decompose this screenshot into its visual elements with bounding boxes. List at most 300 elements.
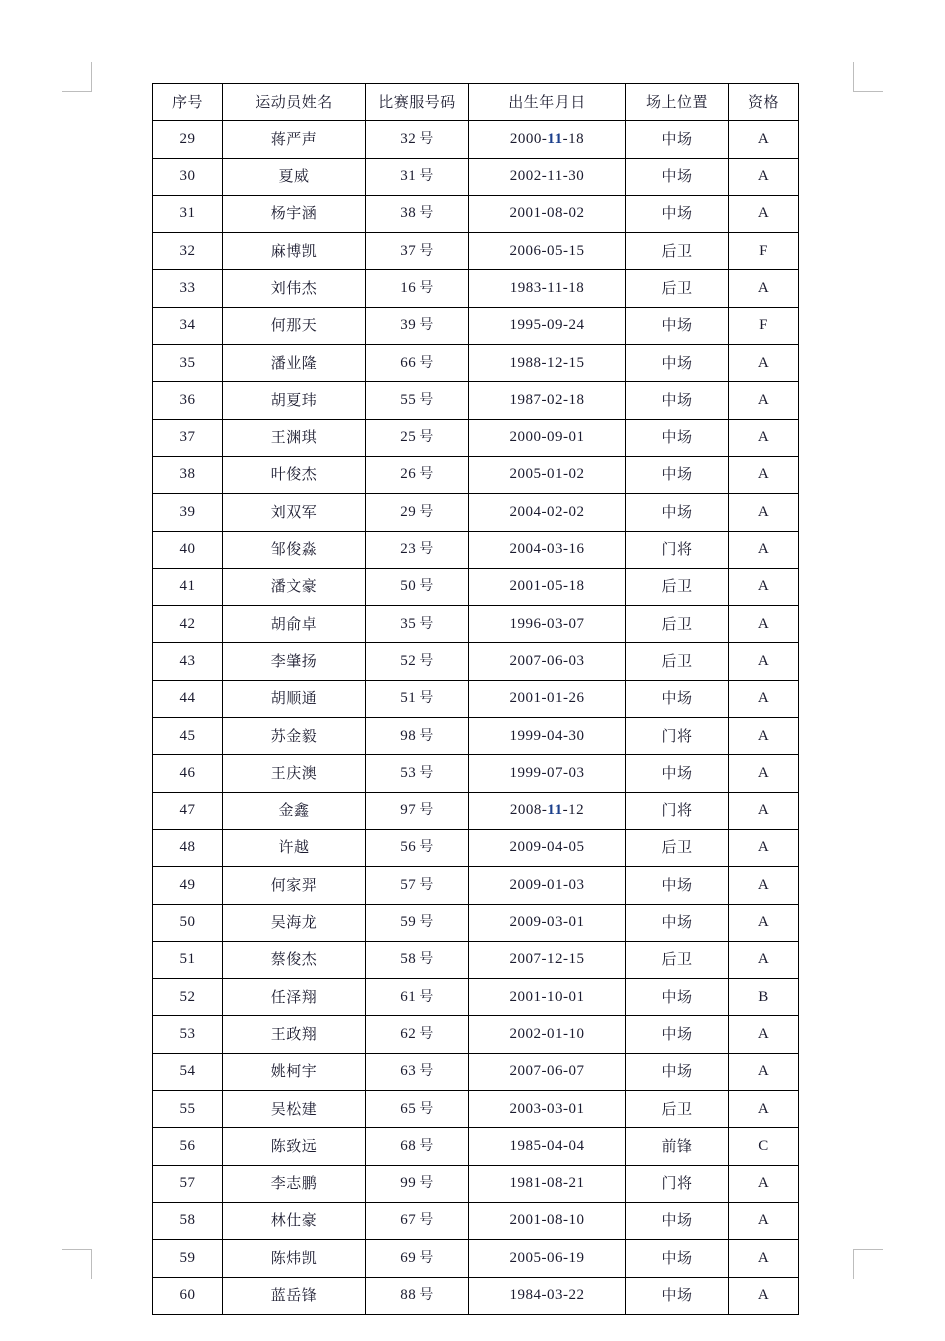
cell-jersey-number (366, 867, 469, 904)
jersey-number-unit: 号 (419, 317, 434, 334)
table-row (153, 867, 799, 904)
table-row (153, 1128, 799, 1165)
dob-prefix: 2008- (509, 802, 548, 819)
cell-qualification: C (729, 1128, 799, 1165)
table-row (153, 792, 799, 829)
dob-highlighted-segment: 11 (547, 130, 563, 147)
cell-jersey-number (366, 1053, 469, 1090)
cell-qualification: A (729, 1240, 799, 1277)
cell-field-position: 中场 (626, 1053, 729, 1090)
cell-athlete-name: 李肇扬 (223, 643, 366, 680)
cell-date-of-birth: 1984-03-22 (469, 1277, 626, 1314)
jersey-number-value: 55 (400, 391, 417, 408)
cell-date-of-birth: 2004-02-02 (469, 494, 626, 531)
dob-prefix: 2000- (509, 130, 548, 147)
jersey-number-unit: 号 (419, 391, 434, 408)
crop-mark-top-right (853, 62, 883, 92)
jersey-number-value: 35 (400, 615, 417, 632)
jersey-number-value: 56 (400, 839, 417, 856)
cell-date-of-birth: 2005-06-19 (469, 1240, 626, 1277)
jersey-number-value: 50 (400, 578, 417, 595)
cell-qualification: A (729, 382, 799, 419)
table-row (153, 829, 799, 866)
cell-jersey-number (366, 121, 469, 158)
jersey-number-unit: 号 (419, 1212, 434, 1229)
cell-jersey-number (366, 1277, 469, 1314)
table-row (153, 568, 799, 605)
cell-athlete-name: 姚柯宇 (223, 1053, 366, 1090)
jersey-number-value: 52 (400, 652, 417, 669)
jersey-number-value: 62 (400, 1025, 417, 1042)
table-row (153, 1240, 799, 1277)
cell-field-position: 门将 (626, 531, 729, 568)
jersey-number-value: 68 (400, 1137, 417, 1154)
cell-athlete-name: 蓝岳锋 (223, 1277, 366, 1314)
cell-qualification: A (729, 606, 799, 643)
cell-field-position: 中场 (626, 680, 729, 717)
cell-jersey-number (366, 1016, 469, 1053)
table-row (153, 531, 799, 568)
cell-field-position: 后卫 (626, 270, 729, 307)
jersey-number-value: 57 (400, 876, 417, 893)
cell-index: 55 (153, 1091, 223, 1128)
table-row (153, 1202, 799, 1239)
cell-field-position: 后卫 (626, 233, 729, 270)
cell-index: 59 (153, 1240, 223, 1277)
cell-jersey-number (366, 755, 469, 792)
cell-index: 32 (153, 233, 223, 270)
cell-jersey-number (366, 792, 469, 829)
cell-field-position: 前锋 (626, 1128, 729, 1165)
cell-qualification: A (729, 1016, 799, 1053)
cell-index: 50 (153, 904, 223, 941)
cell-jersey-number (366, 718, 469, 755)
table-row (153, 121, 799, 158)
table-row (153, 1016, 799, 1053)
cell-athlete-name: 吴海龙 (223, 904, 366, 941)
jersey-number-value: 39 (400, 317, 417, 334)
jersey-number-unit: 号 (419, 354, 434, 371)
jersey-number-value: 97 (400, 802, 417, 819)
jersey-number-value: 25 (400, 429, 417, 446)
cell-athlete-name: 林仕豪 (223, 1202, 366, 1239)
cell-date-of-birth: 1996-03-07 (469, 606, 626, 643)
cell-athlete-name: 叶俊杰 (223, 456, 366, 493)
jersey-number-value: 67 (400, 1212, 417, 1229)
jersey-number-unit: 号 (419, 1025, 434, 1042)
cell-qualification: A (729, 195, 799, 232)
dob-suffix: -12 (562, 802, 585, 819)
cell-field-position: 中场 (626, 904, 729, 941)
cell-date-of-birth (469, 121, 626, 158)
jersey-number-unit: 号 (419, 1249, 434, 1266)
cell-qualification: A (729, 792, 799, 829)
document-sheet (152, 83, 798, 1315)
jersey-number-value: 88 (400, 1287, 417, 1304)
cell-date-of-birth: 2001-01-26 (469, 680, 626, 717)
cell-date-of-birth: 2002-11-30 (469, 158, 626, 195)
dob-highlighted-segment: 11 (547, 802, 563, 819)
crop-mark-bottom-right (853, 1249, 883, 1279)
cell-index: 56 (153, 1128, 223, 1165)
jersey-number-value: 59 (400, 914, 417, 931)
cell-index: 31 (153, 195, 223, 232)
jersey-number-unit: 号 (419, 205, 434, 222)
jersey-number-unit: 号 (419, 1100, 434, 1117)
cell-qualification: A (729, 1091, 799, 1128)
table-row (153, 904, 799, 941)
table-row (153, 606, 799, 643)
cell-jersey-number (366, 829, 469, 866)
cell-field-position: 中场 (626, 1240, 729, 1277)
jersey-number-unit: 号 (419, 1287, 434, 1304)
cell-athlete-name: 吴松建 (223, 1091, 366, 1128)
jersey-number-unit: 号 (419, 615, 434, 632)
jersey-number-unit: 号 (419, 503, 434, 520)
dob-suffix: -18 (562, 130, 585, 147)
cell-field-position: 中场 (626, 345, 729, 382)
cell-qualification: A (729, 1277, 799, 1314)
jersey-number-unit: 号 (419, 839, 434, 856)
jersey-number-value: 29 (400, 503, 417, 520)
cell-field-position: 中场 (626, 158, 729, 195)
cell-index: 39 (153, 494, 223, 531)
cell-index: 33 (153, 270, 223, 307)
cell-index: 44 (153, 680, 223, 717)
cell-jersey-number (366, 1240, 469, 1277)
cell-index: 60 (153, 1277, 223, 1314)
cell-field-position: 后卫 (626, 606, 729, 643)
cell-date-of-birth: 2009-04-05 (469, 829, 626, 866)
cell-date-of-birth: 2000-09-01 (469, 419, 626, 456)
jersey-number-value: 99 (400, 1175, 417, 1192)
cell-field-position: 后卫 (626, 829, 729, 866)
cell-athlete-name: 蔡俊杰 (223, 941, 366, 978)
cell-qualification: A (729, 1202, 799, 1239)
table-row (153, 307, 799, 344)
cell-field-position: 门将 (626, 792, 729, 829)
cell-jersey-number (366, 233, 469, 270)
cell-qualification: A (729, 867, 799, 904)
cell-date-of-birth: 2007-12-15 (469, 941, 626, 978)
table-header-row (153, 84, 799, 121)
cell-qualification: A (729, 1165, 799, 1202)
cell-index: 58 (153, 1202, 223, 1239)
table-row (153, 233, 799, 270)
cell-field-position: 中场 (626, 382, 729, 419)
cell-index: 40 (153, 531, 223, 568)
cell-athlete-name: 刘伟杰 (223, 270, 366, 307)
cell-jersey-number (366, 158, 469, 195)
cell-jersey-number (366, 941, 469, 978)
table-row (153, 419, 799, 456)
cell-date-of-birth: 1983-11-18 (469, 270, 626, 307)
cell-field-position: 中场 (626, 1016, 729, 1053)
table-row (153, 456, 799, 493)
cell-athlete-name: 李志鹏 (223, 1165, 366, 1202)
jersey-number-unit: 号 (419, 466, 434, 483)
cell-date-of-birth: 1999-04-30 (469, 718, 626, 755)
cell-date-of-birth: 1988-12-15 (469, 345, 626, 382)
cell-jersey-number (366, 680, 469, 717)
cell-date-of-birth: 1985-04-04 (469, 1128, 626, 1165)
cell-index: 53 (153, 1016, 223, 1053)
column-header-index: 序号 (153, 84, 223, 121)
jersey-number-unit: 号 (419, 802, 434, 819)
cell-qualification: A (729, 755, 799, 792)
cell-athlete-name: 胡顺通 (223, 680, 366, 717)
cell-index: 57 (153, 1165, 223, 1202)
cell-index: 52 (153, 979, 223, 1016)
cell-date-of-birth: 2009-03-01 (469, 904, 626, 941)
cell-date-of-birth: 1995-09-24 (469, 307, 626, 344)
table-row (153, 979, 799, 1016)
cell-date-of-birth: 2006-05-15 (469, 233, 626, 270)
jersey-number-unit: 号 (419, 578, 434, 595)
jersey-number-unit: 号 (419, 130, 434, 147)
cell-qualification: A (729, 345, 799, 382)
table-row (153, 158, 799, 195)
table-row (153, 1091, 799, 1128)
cell-field-position: 中场 (626, 755, 729, 792)
cell-field-position: 门将 (626, 1165, 729, 1202)
table-row (153, 1277, 799, 1314)
table-row (153, 382, 799, 419)
cell-qualification: A (729, 121, 799, 158)
cell-index: 49 (153, 867, 223, 904)
cell-jersey-number (366, 456, 469, 493)
jersey-number-unit: 号 (419, 914, 434, 931)
cell-athlete-name: 胡俞卓 (223, 606, 366, 643)
cell-date-of-birth: 1981-08-21 (469, 1165, 626, 1202)
table-row (153, 718, 799, 755)
table-row (153, 1165, 799, 1202)
cell-index: 36 (153, 382, 223, 419)
cell-jersey-number (366, 606, 469, 643)
cell-field-position: 后卫 (626, 1091, 729, 1128)
cell-jersey-number (366, 1202, 469, 1239)
cell-field-position: 中场 (626, 419, 729, 456)
cell-athlete-name: 陈致远 (223, 1128, 366, 1165)
cell-field-position: 后卫 (626, 643, 729, 680)
cell-date-of-birth: 1987-02-18 (469, 382, 626, 419)
cell-jersey-number (366, 382, 469, 419)
cell-field-position: 中场 (626, 195, 729, 232)
jersey-number-value: 58 (400, 951, 417, 968)
cell-qualification: A (729, 829, 799, 866)
jersey-number-value: 37 (400, 242, 417, 259)
cell-athlete-name: 潘业隆 (223, 345, 366, 382)
cell-field-position: 中场 (626, 307, 729, 344)
table-row (153, 680, 799, 717)
cell-index: 41 (153, 568, 223, 605)
cell-date-of-birth: 2004-03-16 (469, 531, 626, 568)
cell-index: 46 (153, 755, 223, 792)
cell-qualification: B (729, 979, 799, 1016)
table-row (153, 755, 799, 792)
cell-jersey-number (366, 345, 469, 382)
cell-date-of-birth: 2007-06-07 (469, 1053, 626, 1090)
cell-index: 48 (153, 829, 223, 866)
crop-mark-top-left (62, 62, 92, 92)
cell-jersey-number (366, 531, 469, 568)
jersey-number-value: 16 (400, 280, 417, 296)
cell-index: 30 (153, 158, 223, 195)
cell-field-position: 中场 (626, 1277, 729, 1314)
table-body (153, 121, 799, 1315)
cell-index: 54 (153, 1053, 223, 1090)
table-row (153, 494, 799, 531)
cell-jersey-number (366, 195, 469, 232)
column-header-name: 运动员姓名 (223, 84, 366, 121)
cell-qualification: A (729, 643, 799, 680)
cell-athlete-name: 夏威 (223, 158, 366, 195)
cell-qualification: A (729, 904, 799, 941)
cell-index: 47 (153, 792, 223, 829)
cell-date-of-birth: 2005-01-02 (469, 456, 626, 493)
cell-date-of-birth: 1999-07-03 (469, 755, 626, 792)
cell-field-position: 中场 (626, 867, 729, 904)
cell-index: 51 (153, 941, 223, 978)
jersey-number-unit: 号 (419, 764, 434, 781)
jersey-number-value: 51 (400, 690, 417, 707)
cell-qualification: A (729, 494, 799, 531)
jersey-number-value: 53 (400, 764, 417, 781)
cell-athlete-name: 刘双军 (223, 494, 366, 531)
cell-field-position: 后卫 (626, 941, 729, 978)
table-row (153, 345, 799, 382)
cell-jersey-number (366, 643, 469, 680)
cell-jersey-number (366, 419, 469, 456)
cell-jersey-number (366, 270, 469, 307)
cell-field-position: 中场 (626, 494, 729, 531)
table-row (153, 941, 799, 978)
cell-qualification: A (729, 270, 799, 307)
cell-jersey-number (366, 1128, 469, 1165)
jersey-number-value: 32 (400, 130, 417, 147)
cell-athlete-name: 陈炜凯 (223, 1240, 366, 1277)
cell-index: 34 (153, 307, 223, 344)
cell-athlete-name: 何那天 (223, 307, 366, 344)
jersey-number-unit: 号 (419, 876, 434, 893)
cell-athlete-name: 王庆澳 (223, 755, 366, 792)
cell-field-position: 中场 (626, 1202, 729, 1239)
jersey-number-value: 66 (400, 354, 417, 371)
cell-index: 43 (153, 643, 223, 680)
cell-qualification: A (729, 158, 799, 195)
cell-athlete-name: 邹俊淼 (223, 531, 366, 568)
column-header-jersey: 比赛服号码 (366, 84, 469, 121)
cell-field-position: 中场 (626, 456, 729, 493)
cell-qualification: A (729, 531, 799, 568)
cell-qualification: A (729, 419, 799, 456)
table-row (153, 270, 799, 307)
cell-date-of-birth: 2003-03-01 (469, 1091, 626, 1128)
cell-index: 29 (153, 121, 223, 158)
cell-index: 45 (153, 718, 223, 755)
cell-athlete-name: 金鑫 (223, 792, 366, 829)
cell-qualification: A (729, 456, 799, 493)
jersey-number-unit: 号 (419, 242, 434, 259)
jersey-number-value: 31 (400, 168, 417, 185)
cell-qualification: F (729, 307, 799, 344)
cell-athlete-name: 许越 (223, 829, 366, 866)
cell-qualification: A (729, 941, 799, 978)
jersey-number-unit: 号 (419, 652, 434, 669)
cell-qualification: A (729, 1053, 799, 1090)
jersey-number-value: 61 (400, 988, 417, 1005)
jersey-number-unit: 号 (419, 690, 434, 707)
jersey-number-unit: 号 (419, 1063, 434, 1080)
cell-date-of-birth: 2001-08-02 (469, 195, 626, 232)
cell-index: 42 (153, 606, 223, 643)
jersey-number-unit: 号 (419, 280, 434, 296)
cell-athlete-name: 杨宇涵 (223, 195, 366, 232)
crop-mark-bottom-left (62, 1249, 92, 1279)
cell-date-of-birth (469, 792, 626, 829)
jersey-number-value: 38 (400, 205, 417, 222)
cell-athlete-name: 潘文豪 (223, 568, 366, 605)
column-header-position: 场上位置 (626, 84, 729, 121)
cell-athlete-name: 何家羿 (223, 867, 366, 904)
column-header-qualification: 资格 (729, 84, 799, 121)
jersey-number-value: 98 (400, 727, 417, 744)
cell-jersey-number (366, 494, 469, 531)
cell-qualification: F (729, 233, 799, 270)
table-row (153, 643, 799, 680)
cell-date-of-birth: 2001-05-18 (469, 568, 626, 605)
jersey-number-value: 69 (400, 1249, 417, 1266)
cell-jersey-number (366, 307, 469, 344)
jersey-number-value: 23 (400, 541, 417, 558)
jersey-number-unit: 号 (419, 727, 434, 744)
jersey-number-unit: 号 (419, 1137, 434, 1154)
cell-index: 37 (153, 419, 223, 456)
cell-date-of-birth: 2007-06-03 (469, 643, 626, 680)
jersey-number-unit: 号 (419, 541, 434, 558)
cell-field-position: 中场 (626, 979, 729, 1016)
jersey-number-unit: 号 (419, 168, 434, 185)
jersey-number-unit: 号 (419, 1175, 434, 1192)
jersey-number-value: 63 (400, 1063, 417, 1080)
jersey-number-unit: 号 (419, 951, 434, 968)
column-header-dob: 出生年月日 (469, 84, 626, 121)
cell-athlete-name: 王渊琪 (223, 419, 366, 456)
table-row (153, 1053, 799, 1090)
cell-athlete-name: 蒋严声 (223, 121, 366, 158)
cell-index: 35 (153, 345, 223, 382)
cell-index: 38 (153, 456, 223, 493)
cell-date-of-birth: 2009-01-03 (469, 867, 626, 904)
cell-qualification: A (729, 680, 799, 717)
jersey-number-value: 26 (400, 466, 417, 483)
cell-jersey-number (366, 979, 469, 1016)
cell-field-position: 门将 (626, 718, 729, 755)
jersey-number-unit: 号 (419, 988, 434, 1005)
cell-athlete-name: 任泽翔 (223, 979, 366, 1016)
table-row (153, 195, 799, 232)
cell-field-position: 中场 (626, 121, 729, 158)
cell-athlete-name: 王政翔 (223, 1016, 366, 1053)
cell-qualification: A (729, 718, 799, 755)
cell-jersey-number (366, 1091, 469, 1128)
cell-jersey-number (366, 1165, 469, 1202)
cell-date-of-birth: 2002-01-10 (469, 1016, 626, 1053)
cell-jersey-number (366, 568, 469, 605)
cell-field-position: 后卫 (626, 568, 729, 605)
cell-athlete-name: 苏金毅 (223, 718, 366, 755)
cell-jersey-number (366, 904, 469, 941)
